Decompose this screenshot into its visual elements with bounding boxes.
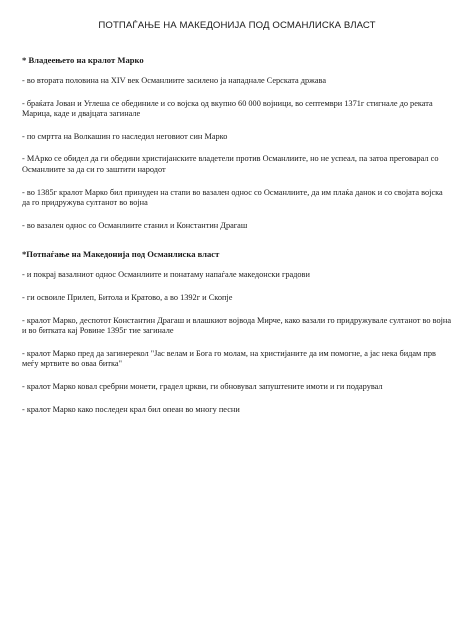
section-heading: *Потпаѓање на Македонија под Османлиска власт xyxy=(22,249,220,260)
paragraph: - ги освоиле Прилеп, Битола и Кратово, а во 1392г и Скопје xyxy=(22,292,233,302)
paragraph: - кралот Марко пред да загинерекол "Јас велам и Бога го молам, на христијаните да им помогне, а јас нека бидам прв меѓу мртвите во оваа битка" xyxy=(22,348,436,369)
paragraph: - браќата Јован и Углеша се обединиле и со војска од вкупно 60 000 војници, во септември 1371г стигнале до реката Марица, каде и двајцата загинале xyxy=(22,98,433,119)
paragraph: - кралот Марко, деспотот Константин Драгаш и влашкиот војвода Мирче, како вазали го придружувале султанот во војна и во битката кај Ровине 1395г тие загинале xyxy=(22,315,452,336)
paragraph: - по смртта на Волкашин го наследил неговиот син Марко xyxy=(22,131,228,141)
paragraph: - МАрко се обидел да ги обедини христијанските владетели против Османлиите, но не успеал, па затоа преговарал со Османлиите за да си го заштити народот xyxy=(22,154,439,174)
paragraph: - во вазален однос со Османлиите станил и Константин Драгаш xyxy=(22,220,248,230)
paragraph: - во втората половина на XIV век Османлиите засилено ја нападнале Серската држава xyxy=(22,76,326,85)
section-heading: * Владеењето на кралот Марко xyxy=(22,55,144,65)
paragraph: - кралот Марко ковал сребрни монети, градел цркви, ги обновувал запуштените имоти и ги подарувал xyxy=(22,381,383,391)
paragraph: - во 1385г кралот Марко бил принуден на стапи во вазален однос со Османлиите, да им плаќа данок и со својата војска да го придружува султанот во војна xyxy=(22,187,443,208)
document-title: ПОТПАЃАЊЕ НА МАКЕДОНИЈА ПОД ОСМАНЛИСКА ВЛАСТ xyxy=(98,20,376,31)
section-kralot-marko xyxy=(22,55,452,231)
section-potpaganje xyxy=(22,249,452,415)
paragraph: - и покрај вазалниот однос Османлиите и понатаму напаѓале македонски градови xyxy=(22,270,310,280)
document-body xyxy=(22,55,452,427)
paragraph: - кралот Марко како последен крал бил опеан во многу песни xyxy=(22,404,240,414)
